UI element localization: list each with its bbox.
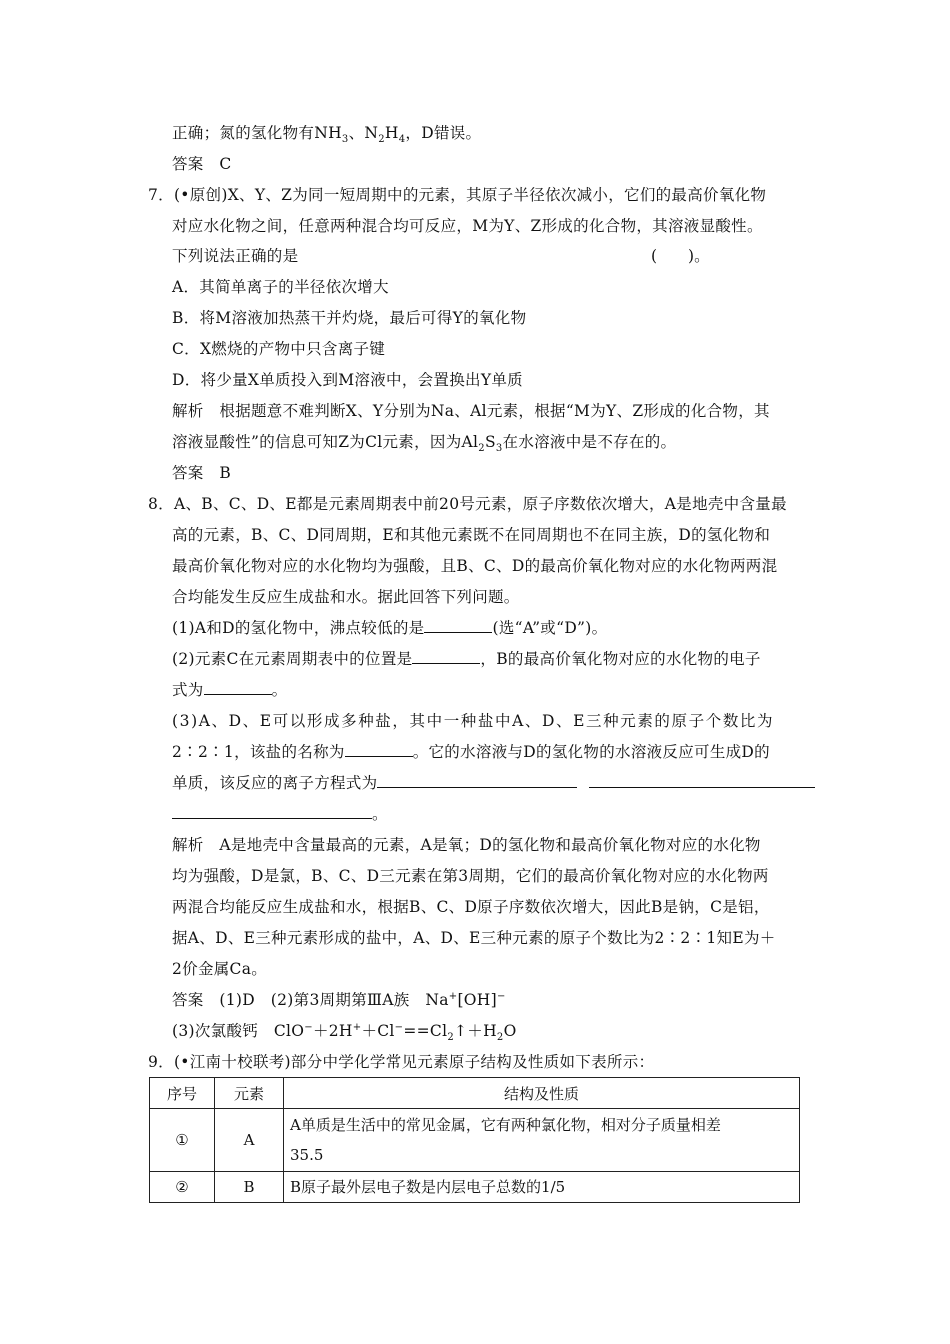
q8-analysis-line2: 均为强酸，D是氯，B、C、D三元素在第3周期，它们的最高价氧化物对应的水化物两: [172, 867, 769, 885]
element-properties-table: [149, 1077, 800, 1203]
q8-stem-line3: 最高价氧化物对应的水化物均为强酸，且B、C、D的最高价氧化物对应的水化物两两混: [172, 557, 778, 575]
q8-part2-blank2: [204, 680, 272, 695]
q9-stem: 9．(•江南十校联考)部分中学化学常见元素原子结构及性质如下表所示：: [148, 1053, 655, 1071]
table-header-cell: 元素: [215, 1078, 284, 1109]
q8-analysis-line4: 据A、D、E三种元素形成的盐中，A、D、E三种元素的原子个数比为2∶2∶1知E为＋: [172, 929, 776, 947]
q8-part3-line4: 。: [172, 804, 388, 824]
q7-option-d: D．将少量X单质投入到M溶液中，会置换出Y单质: [172, 371, 523, 389]
prev-analysis-line: 正确；氮的氢化物有$NH_3$、$N_2H_4$，D错误。: [172, 124, 482, 146]
q8-part3-blank3: [589, 773, 815, 788]
q7-stem-line1: 7．(•原创)X、Y、Z为同一短周期中的元素，其原子半径依次减小，它们的最高价氧化物: [148, 186, 767, 204]
q8-part1-blank: [424, 618, 492, 633]
q8-part3-line3: 单质，该反应的离子方程式为: [172, 773, 815, 793]
table-header-cell: 结构及性质: [284, 1078, 800, 1109]
q7-stem-line2: 对应水化物之间，任意两种混合均可反应，M为Y、Z形成的化合物，其溶液显酸性。: [172, 217, 763, 235]
table-cell-element: A: [215, 1109, 284, 1172]
q7-option-c: C．X燃烧的产物中只含离子键: [172, 340, 386, 358]
table-cell-description: A单质是生活中的常见金属，它有两种氯化物，相对分子质量相差 35.5: [284, 1109, 800, 1172]
q7-option-a: A．其简单离子的半径依次增大: [172, 278, 389, 296]
q8-stem-line4: 合均能发生反应生成盐和水。据此回答下列问题。: [172, 588, 520, 606]
table-cell-number: ①: [150, 1109, 215, 1172]
table-row: [150, 1172, 800, 1203]
q7-option-b: B．将M溶液加热蒸干并灼烧，最后可得Y的氧化物: [172, 309, 527, 327]
q8-part2-line2: 式为 。: [172, 681, 288, 699]
q7-answer: 答案 B: [172, 464, 232, 482]
q8-answer-line1: 答案 (1)D (2)第3周期第ⅢA族 Na+[OH]−: [172, 990, 506, 1009]
q7-answer-bracket: ( )。: [651, 247, 710, 265]
q8-part2-blank1: [412, 649, 480, 664]
q7-analysis-line1: 解析 根据题意不难判断X、Y分别为Na、Al元素，根据“M为Y、Z形成的化合物，其: [172, 402, 770, 420]
table-cell-description: B原子最外层电子数是内层电子总数的1/5: [284, 1172, 800, 1203]
table-cell-number: ②: [150, 1172, 215, 1203]
q8-part3-blank2: [377, 773, 577, 788]
q8-stem-line2: 高的元素，B、C、D同周期，E和其他元素既不在同周期也不在同主族，D的氢化物和: [172, 526, 771, 544]
table-header-cell: 序号: [150, 1078, 215, 1109]
table-cell-element: B: [215, 1172, 284, 1203]
table-row: [150, 1109, 800, 1172]
q8-part3-blank1: [345, 742, 413, 757]
q7-analysis-line2: 溶液显酸性”的信息可知Z为Cl元素，因为$Al_2S_3$在水溶液中是不存在的。: [172, 433, 677, 455]
q8-analysis-line1: 解析 A是地壳中含量最高的元素，A是氧；D的氢化物和最高价氧化物对应的水化物: [172, 836, 761, 854]
q8-part1: (1)A和D的氢化物中，沸点较低的是 (选“A”或“D”)。: [172, 619, 608, 637]
prev-answer: 答案 C: [172, 155, 232, 173]
q8-part2-line1: (2)元素C在元素周期表中的位置是 ，B的最高价氧化物对应的水化物的电子: [172, 650, 761, 668]
q8-answer-line2: (3)次氯酸钙 $ClO^-+2H^++Cl^-==Cl_2↑+H_2O$: [172, 1021, 517, 1044]
q8-stem-line1: 8．A、B、C、D、E都是元素周期表中前20号元素，原子序数依次增大，A是地壳中含量最: [148, 495, 787, 513]
q8-analysis-line3: 两混合均能反应生成盐和水，根据B、C、D原子序数依次增大，因此B是钠，C是铝，: [172, 898, 770, 916]
q8-part3-line2: 2∶2∶1，该盐的名称为 。它的水溶液与D的氢化物的水溶液反应可生成D的: [172, 743, 770, 761]
q8-analysis-line5: 2价金属Ca。: [172, 960, 268, 978]
table-header-row: [150, 1078, 800, 1109]
q7-stem-line3: 下列说法正确的是: [172, 247, 299, 265]
q8-part3-line1: (3)A、D、E可以形成多种盐，其中一种盐中A、D、E三种元素的原子个数比为: [172, 712, 775, 730]
q8-part3-blank4: [172, 804, 372, 819]
